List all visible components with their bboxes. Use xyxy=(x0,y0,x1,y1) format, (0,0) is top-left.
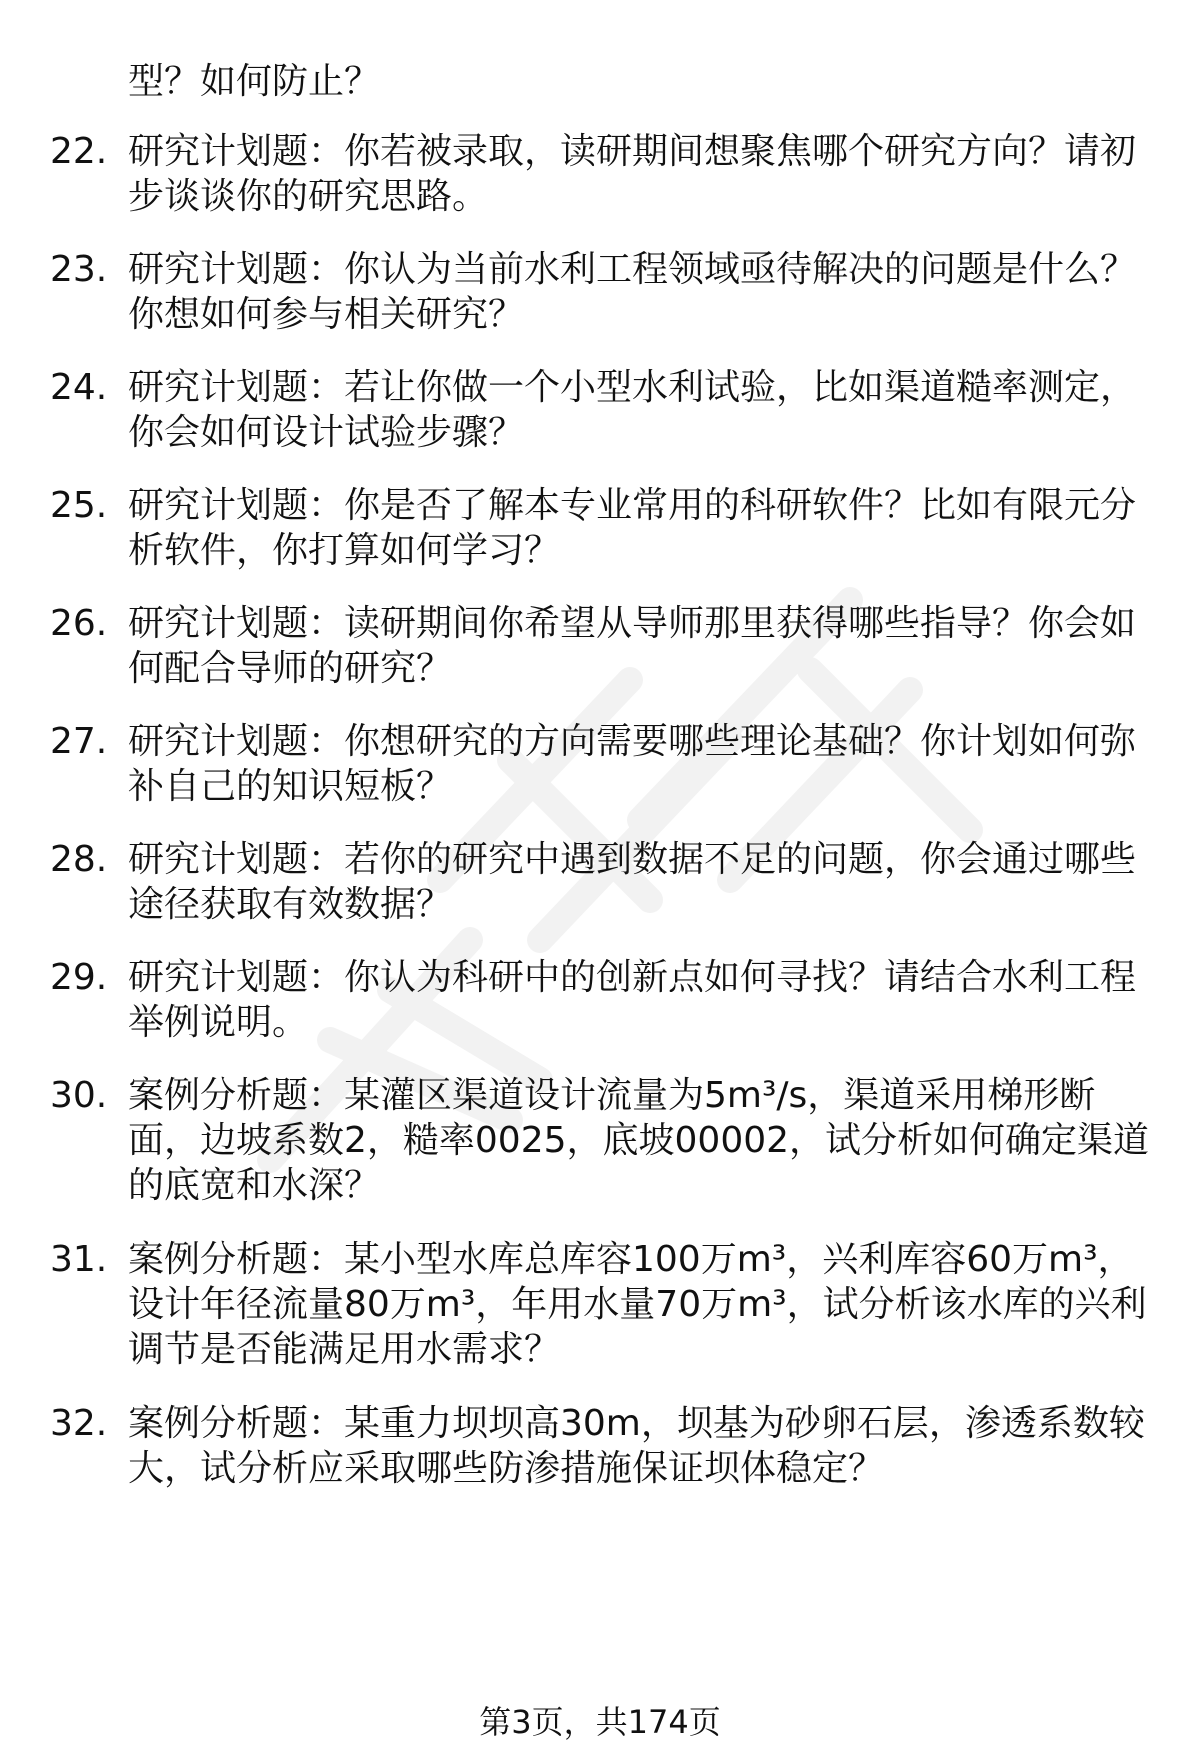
item-number: 22. xyxy=(50,131,108,172)
item-text-line: 大，试分析应采取哪些防渗措施保证坝体稳定？ xyxy=(128,1448,885,1489)
item-text-line: 研究计划题：若让你做一个小型水利试验，比如渠道糙率测定， xyxy=(128,367,1137,408)
item-number: 27. xyxy=(50,721,108,762)
item-text-line: 途径获取有效数据？ xyxy=(128,884,453,925)
item-number: 24. xyxy=(50,367,108,408)
item-text-line: 研究计划题：读研期间你希望从导师那里获得哪些指导？你会如 xyxy=(128,603,1137,644)
page-footer: 第3页，共174页 xyxy=(479,1703,721,1741)
item-number: 23. xyxy=(50,249,108,290)
item-text-line: 研究计划题：若你的研究中遇到数据不足的问题，你会通过哪些 xyxy=(128,839,1137,880)
item-text-line: 案例分析题：某小型水库总库容100万m³，兴利库容60万m³， xyxy=(128,1239,1134,1280)
item-text-line: 研究计划题：你想研究的方向需要哪些理论基础？你计划如何弥 xyxy=(128,721,1137,762)
item-number: 31. xyxy=(50,1239,108,1280)
item-text-line: 案例分析题：某重力坝坝高30m，坝基为砂卵石层，渗透系数较 xyxy=(128,1403,1145,1444)
item-text-line: 研究计划题：你若被录取，读研期间想聚焦哪个研究方向？请初 xyxy=(128,131,1137,172)
item-number: 29. xyxy=(50,957,108,998)
item-text-line: 析软件，你打算如何学习？ xyxy=(128,530,561,571)
item-text-line: 你想如何参与相关研究？ xyxy=(128,294,525,335)
item-number: 26. xyxy=(50,603,108,644)
item-text-line: 步谈谈你的研究思路。 xyxy=(128,176,489,217)
item-text-line: 案例分析题：某灌区渠道设计流量为5m³/s，渠道采用梯形断 xyxy=(128,1075,1096,1116)
item-text-line: 研究计划题：你认为当前水利工程领域亟待解决的问题是什么？ xyxy=(128,249,1137,290)
item-text-line: 的底宽和水深？ xyxy=(128,1165,381,1206)
item-text-line: 补自己的知识短板？ xyxy=(128,766,453,807)
item-number: 32. xyxy=(50,1403,108,1444)
item-number: 25. xyxy=(50,485,108,526)
item-text-line: 举例说明。 xyxy=(128,1002,309,1043)
continuation-text: 型？如何防止？ xyxy=(128,61,381,102)
item-number: 30. xyxy=(50,1075,108,1116)
item-text-line: 你会如何设计试验步骤？ xyxy=(128,412,525,453)
item-text-line: 调节是否能满足用水需求？ xyxy=(128,1329,561,1370)
item-text-line: 设计年径流量80万m³，年用水量70万m³，试分析该水库的兴利 xyxy=(128,1284,1147,1325)
item-text-line: 研究计划题：你是否了解本专业常用的科研软件？比如有限元分 xyxy=(128,485,1137,526)
item-text-line: 研究计划题：你认为科研中的创新点如何寻找？请结合水利工程 xyxy=(128,957,1137,998)
item-text-line: 何配合导师的研究？ xyxy=(128,648,453,689)
item-text-line: 面，边坡系数2，糙率0025，底坡00002，试分析如何确定渠道 xyxy=(128,1120,1150,1161)
item-number: 28. xyxy=(50,839,108,880)
